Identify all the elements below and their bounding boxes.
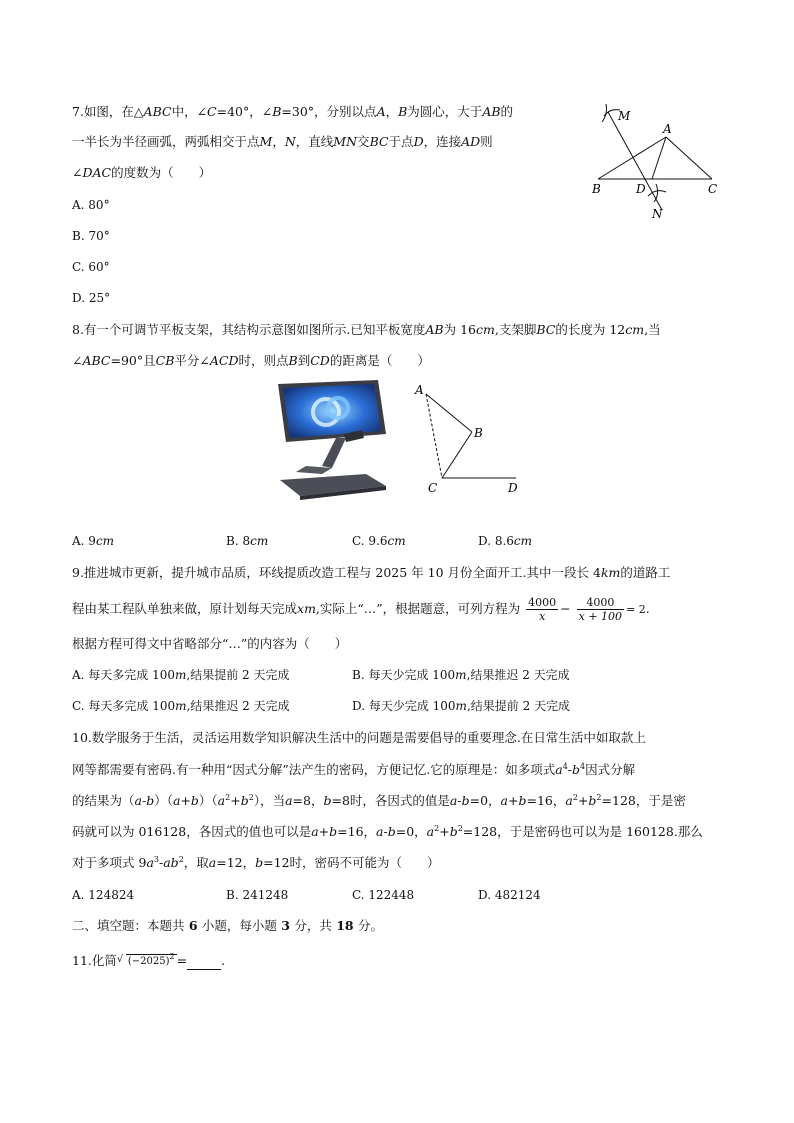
- q8-line-ac-dashed: [426, 394, 442, 478]
- q11-answer-blank[interactable]: [187, 957, 221, 970]
- q7-line-3: ∠DAC的度数为（ ）: [72, 165, 212, 180]
- q9-fraction-2: $\frac{4000}{x + 100}$: [578, 596, 623, 623]
- q10-option-d: D. 482124: [478, 888, 541, 902]
- q8-label-a: A: [415, 383, 424, 397]
- q10-line-2: 网等都需要有密码.有一种用“因式分解”法产生的密码，方便记忆.它的原理是：如多项式$a^4-b^4$因式分解: [72, 762, 636, 777]
- tablet-screen: [283, 384, 381, 438]
- q9-fraction-1: $\frac{4000}{x}$: [528, 596, 557, 623]
- q7-label-m: M: [618, 109, 631, 123]
- q8-option-c: C. 9.6cm: [352, 534, 406, 548]
- q8-label-d: D: [508, 481, 518, 495]
- q7-option-d: D. 25°: [72, 291, 111, 305]
- q7-label-c: C: [708, 182, 718, 196]
- q7-option-b: B. 70°: [72, 229, 110, 243]
- q7-label-n: N: [652, 207, 663, 221]
- q10-line-5: 对于多项式 $9a^3-ab^2$，取a=12，b=12时，密码不可能为（ ）: [72, 855, 440, 870]
- q10-line-4: 码就可以为 016128，各因式的值也可以是a+b=16，a-b=0，$a^2+b^2=128$，于是密码也可以为是 160128.那么: [72, 824, 703, 839]
- q7-option-a: A. 80°: [72, 198, 110, 212]
- q7-line-ab: [598, 137, 666, 179]
- q10-line-1: 10.数学服务于生活，灵活运用数学知识解决生活中的问题是需要倡导的重要理念.在日常生活中如取款上: [72, 730, 646, 745]
- q11-sqrt: √ $(-2025)^2$: [116, 951, 175, 967]
- q8-line-bc: [442, 432, 472, 478]
- q9-option-d: D. 每天少完成 100m,结果提前 2 天完成: [352, 699, 571, 713]
- tablet-stand-photo: [274, 378, 394, 500]
- q7-line-ac: [666, 137, 712, 179]
- stand-arm-upper: [322, 438, 346, 468]
- q7-line-mn: [608, 112, 662, 210]
- q7-option-c: C. 60°: [72, 260, 110, 274]
- q9-line-3: 根据方程可得文中省略部分“…”的内容为（ ）: [72, 636, 348, 651]
- q8-label-b: B: [474, 426, 483, 440]
- q9-option-a: A. 每天多完成 100m,结果提前 2 天完成: [72, 668, 290, 682]
- q9-option-c: C. 每天多完成 100m,结果推迟 2 天完成: [72, 699, 290, 713]
- q9-line-1: 9.推进城市更新，提升城市品质，环线提质改造工程与 2025 年 10 月份全面开工.其中一段长 4km的道路工: [72, 565, 671, 580]
- q7-label-d: D: [636, 182, 646, 196]
- q11-line: 11.化简 √ $(-2025)^2$ = .: [72, 951, 226, 968]
- q9-line-2: 程由某工程队单独来做，原计划每天完成xm,实际上“…”，根据题意，可列方程为 $\frac{4000}{x}$ − $\frac{4000}{x + 100}$ = 2.: [72, 596, 650, 623]
- q8-figure: [412, 380, 528, 496]
- q7-arc-m2: [602, 104, 607, 122]
- q7-label-a: A: [663, 122, 672, 136]
- q8-label-c: C: [428, 481, 438, 495]
- q10-option-b: B. 241248: [226, 888, 289, 902]
- q7-line-2: 一半长为半径画弧，两弧相交于点M，N，直线MN交BC于点D，连接AD则: [72, 134, 493, 149]
- q7-arc-n2: [654, 184, 658, 202]
- q10-option-c: C. 122448: [352, 888, 415, 902]
- q10-line-3: 的结果为$(a-b)(a+b)(a^2+b^2)$，当a=8，b=8时，各因式的值是a-b=0，a+b=16，$a^2+b^2=128$，于是密: [72, 793, 686, 808]
- q8-option-a: A. 9cm: [72, 534, 115, 548]
- q7-line-ad: [652, 137, 666, 179]
- q8-line-1: 8.有一个可调节平板支架，其结构示意图如图所示.已知平板宽度AB为 16cm,支架脚BC的长度为 12cm,当: [72, 322, 661, 337]
- q8-line-2: ∠ABC=90°且CB平分∠ACD时，则点B到CD的距离是（ ）: [72, 353, 430, 368]
- q8-line-ab: [426, 394, 472, 432]
- section-2-heading: 二、填空题：本题共 6 小题，每小题 3 分，共 18 分。: [72, 918, 383, 933]
- q8-option-d: D. 8.6cm: [478, 534, 533, 548]
- q7-triangle-figure: [586, 100, 726, 222]
- q10-option-a: A. 124824: [72, 888, 135, 902]
- q8-option-b: B. 8cm: [226, 534, 269, 548]
- q9-option-b: B. 每天少完成 100m,结果推迟 2 天完成: [352, 668, 570, 682]
- q7-label-b: B: [592, 182, 601, 196]
- q7-line-1: 7.如图，在△ABC中，∠C=40°，∠B=30°，分别以点A，B为圆心，大于AB的: [72, 104, 514, 119]
- stand-arm-lower: [296, 466, 332, 474]
